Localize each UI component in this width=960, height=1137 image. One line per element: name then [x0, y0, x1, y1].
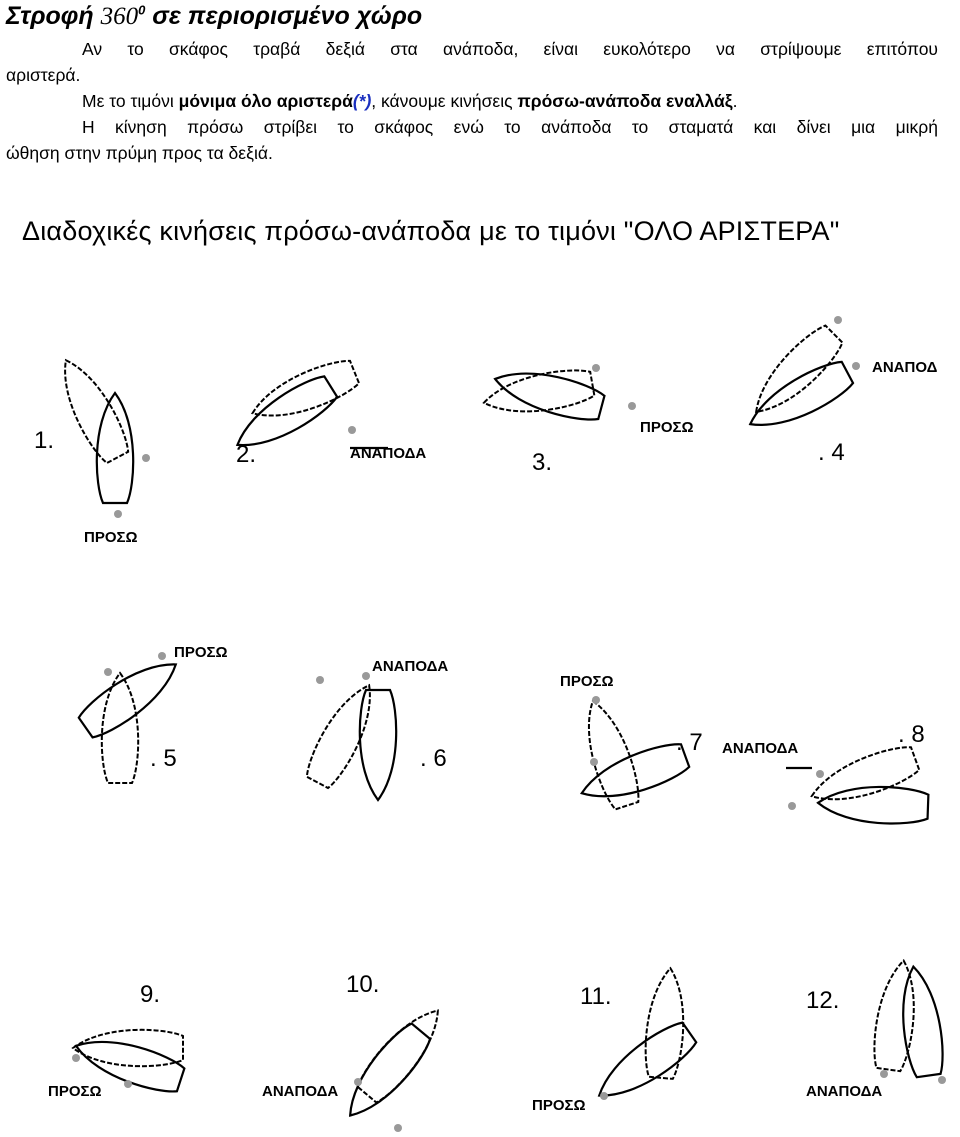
step-10-label: ΑΝΑΠΟΔΑ — [262, 1083, 339, 1100]
paragraph-3-cont: ώθηση στην πρύμη προς τα δεξιά. — [6, 143, 273, 163]
step-3-label: ΠΡΟΣΩ — [640, 419, 694, 436]
paragraph-3: Η κίνηση πρόσω στρίβει το σκάφος ενώ το ανάποδα το σταματά και δίνει μια μικρή — [82, 117, 938, 137]
step-5-figure — [75, 644, 227, 783]
step-11-number: 11. — [580, 983, 612, 1010]
diagram-title: Διαδοχικές κινήσεις πρόσω-ανάποδα με το τιμόνι "ΟΛΟ ΑΡΙΣΤΕΡΑ" — [22, 216, 840, 246]
step-9-number: 9. — [140, 981, 161, 1008]
step-8-number: . 8 — [898, 721, 925, 748]
step-5-label: ΠΡΟΣΩ — [174, 644, 228, 661]
step-3-number: 3. — [532, 449, 553, 476]
step-3-figure — [481, 361, 694, 476]
step-6-number: . 6 — [420, 745, 447, 772]
step-6-label: ΑΝΑΠΟΔΑ — [372, 658, 449, 675]
step-11-label: ΠΡΟΣΩ — [532, 1097, 586, 1114]
step-10-figure — [262, 971, 452, 1132]
step-11-figure — [532, 967, 700, 1114]
paragraph-1: Αν το σκάφος τραβά δεξιά στα ανάποδα, είναι ευκολότερο να στρίψουμε επιτόπου — [82, 39, 938, 59]
step-6-figure — [301, 658, 448, 800]
step-8-label: ΑΝΑΠΟΔΑ — [722, 740, 799, 757]
step-5-number: . 5 — [150, 745, 177, 772]
paragraph-1-cont: αριστερά. — [6, 65, 81, 85]
page-title: Στροφή $360^0$ σε περιορισμένο χώρο — [6, 2, 423, 30]
step-8-figure — [722, 721, 929, 825]
step-4-number: . 4 — [818, 439, 845, 466]
step-2-label: ΑΝΑΠΟΔΑ — [350, 445, 427, 462]
step-10-number: 10. — [346, 971, 380, 998]
step-9-label: ΠΡΟΣΩ — [48, 1083, 102, 1100]
step-4-figure — [742, 316, 938, 466]
step-2-figure — [228, 355, 427, 468]
step-12-figure — [806, 958, 947, 1100]
paragraph-2: Με το τιμόνι μόνιμα όλο αριστερά(*), κάνουμε κινήσεις πρόσω-ανάποδα εναλλάξ. — [82, 91, 738, 111]
step-9-figure — [48, 981, 186, 1100]
step-1-number: 1. — [34, 427, 55, 454]
step-7-figure — [560, 673, 703, 811]
step-7-number: . 7 — [676, 729, 703, 756]
step-12-number: 12. — [806, 987, 840, 1014]
step-7-label: ΠΡΟΣΩ — [560, 673, 614, 690]
step-1-label: ΠΡΟΣΩ — [84, 529, 138, 546]
step-4-label: ΑΝΑΠΟΔ — [872, 359, 938, 376]
step-1-figure — [34, 352, 150, 546]
step-2-number: 2. — [236, 441, 257, 468]
step-12-label: ΑΝΑΠΟΔΑ — [806, 1083, 883, 1100]
